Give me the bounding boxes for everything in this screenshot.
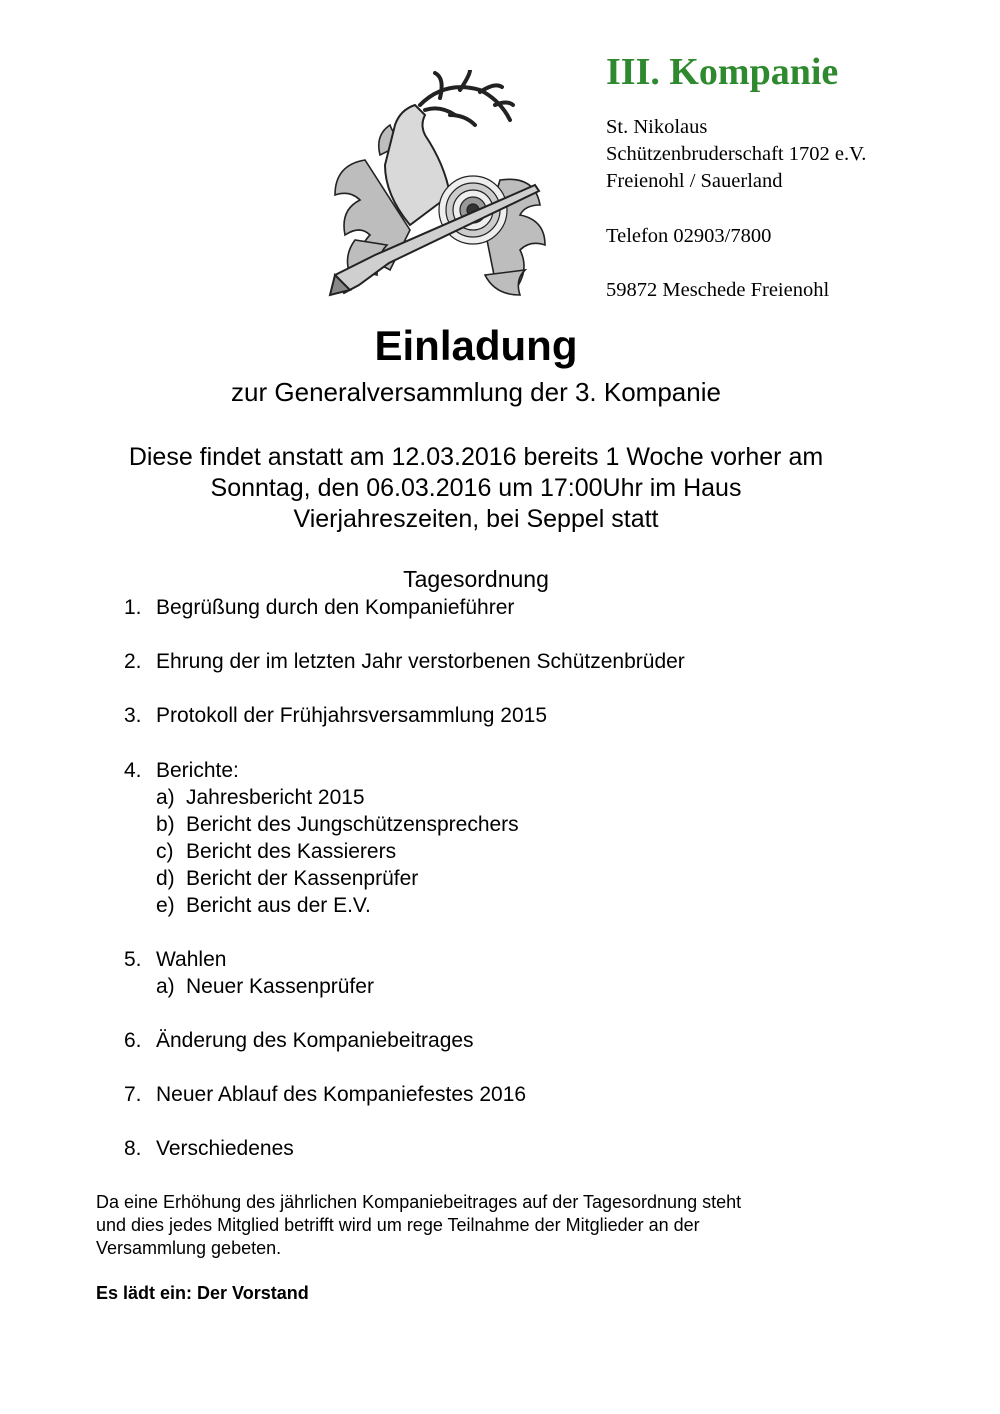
subitem-letter: a)	[156, 975, 175, 998]
agenda-item-6	[124, 1029, 474, 1053]
agenda-subitem-4d	[156, 867, 418, 891]
note-line: und dies jedes Mitglied betrifft wird um rege Teilnahme der Mitglieder an der	[96, 1215, 700, 1235]
agenda-item-8	[124, 1137, 294, 1161]
agenda-subitem-5a	[156, 975, 374, 999]
agenda-text: Wahlen	[156, 948, 227, 971]
participation-note	[96, 1191, 856, 1260]
subitem-letter: e)	[156, 894, 175, 917]
page-title: Einladung	[374, 322, 578, 369]
agenda-text: Änderung des Kompaniebeitrages	[156, 1029, 474, 1052]
phone-line: Telefon 02903/7800	[606, 225, 772, 247]
agenda-number: 8.	[124, 1137, 142, 1160]
subitem-text: Bericht des Kassierers	[186, 840, 397, 863]
announcement-line: Diese findet anstatt am 12.03.2016 bereits 1 Woche vorher am	[128, 443, 824, 471]
agenda-subitem-4e	[156, 894, 371, 918]
agenda-text: Verschiedenes	[156, 1137, 294, 1160]
note-line: Versammlung gebeten.	[96, 1238, 282, 1258]
location-line: Freienohl / Sauerland	[606, 170, 783, 192]
subitem-text: Bericht der Kassenprüfer	[186, 867, 419, 890]
agenda-item-5	[124, 948, 226, 972]
agenda-item-7	[124, 1083, 526, 1107]
note-line: Da eine Erhöhung des jährlichen Kompaniebeitrages auf der Tagesordnung steht	[96, 1192, 742, 1212]
agenda-text: Begrüßung durch den Kompanieführer	[156, 596, 515, 619]
stag-target-rifle-emblem-icon	[325, 70, 580, 310]
agenda-item-4	[124, 759, 239, 783]
agenda-item-1	[124, 596, 514, 620]
address-line: 59872 Meschede Freienohl	[606, 279, 830, 301]
subitem-text: Bericht aus der E.V.	[186, 894, 371, 917]
agenda-subitem-4a	[156, 786, 365, 810]
page-subtitle: zur Generalversammlung der 3. Kompanie	[231, 377, 721, 407]
agenda-text: Protokoll der Frühjahrsversammlung 2015	[156, 704, 548, 727]
agenda-number: 6.	[124, 1029, 142, 1052]
agenda-number: 7.	[124, 1083, 142, 1106]
agenda-number: 1.	[124, 596, 142, 619]
subitem-text: Jahresbericht 2015	[186, 786, 365, 809]
signoff: Es lädt ein: Der Vorstand	[96, 1283, 309, 1303]
subitem-letter: d)	[156, 867, 175, 890]
subitem-letter: b)	[156, 813, 175, 836]
company-name: III. Kompanie	[606, 51, 839, 93]
agenda-text: Berichte:	[156, 759, 239, 782]
agenda-number: 4.	[124, 759, 142, 782]
agenda-item-2	[124, 650, 685, 674]
agenda-text: Ehrung der im letzten Jahr verstorbenen Schützenbrüder	[156, 650, 685, 673]
subitem-text: Neuer Kassenprüfer	[186, 975, 374, 998]
agenda-text: Neuer Ablauf des Kompaniefestes 2016	[156, 1083, 527, 1106]
subitem-letter: c)	[156, 840, 174, 863]
announcement	[0, 442, 952, 535]
association-name-line-2: Schützenbruderschaft 1702 e.V.	[606, 143, 867, 165]
agenda-subitem-4c	[156, 840, 396, 864]
agenda-number: 5.	[124, 948, 142, 971]
agenda-heading: Tagesordnung	[403, 566, 549, 592]
announcement-line: Vierjahreszeiten, bei Seppel statt	[293, 505, 659, 533]
subitem-letter: a)	[156, 786, 175, 809]
subitem-text: Bericht des Jungschützensprechers	[186, 813, 519, 836]
agenda-item-3	[124, 704, 547, 728]
agenda-number: 3.	[124, 704, 142, 727]
agenda-subitem-4b	[156, 813, 519, 837]
agenda-number: 2.	[124, 650, 142, 673]
announcement-line: Sonntag, den 06.03.2016 um 17:00Uhr im Haus	[210, 474, 742, 502]
association-name-line-1: St. Nikolaus	[606, 116, 708, 138]
